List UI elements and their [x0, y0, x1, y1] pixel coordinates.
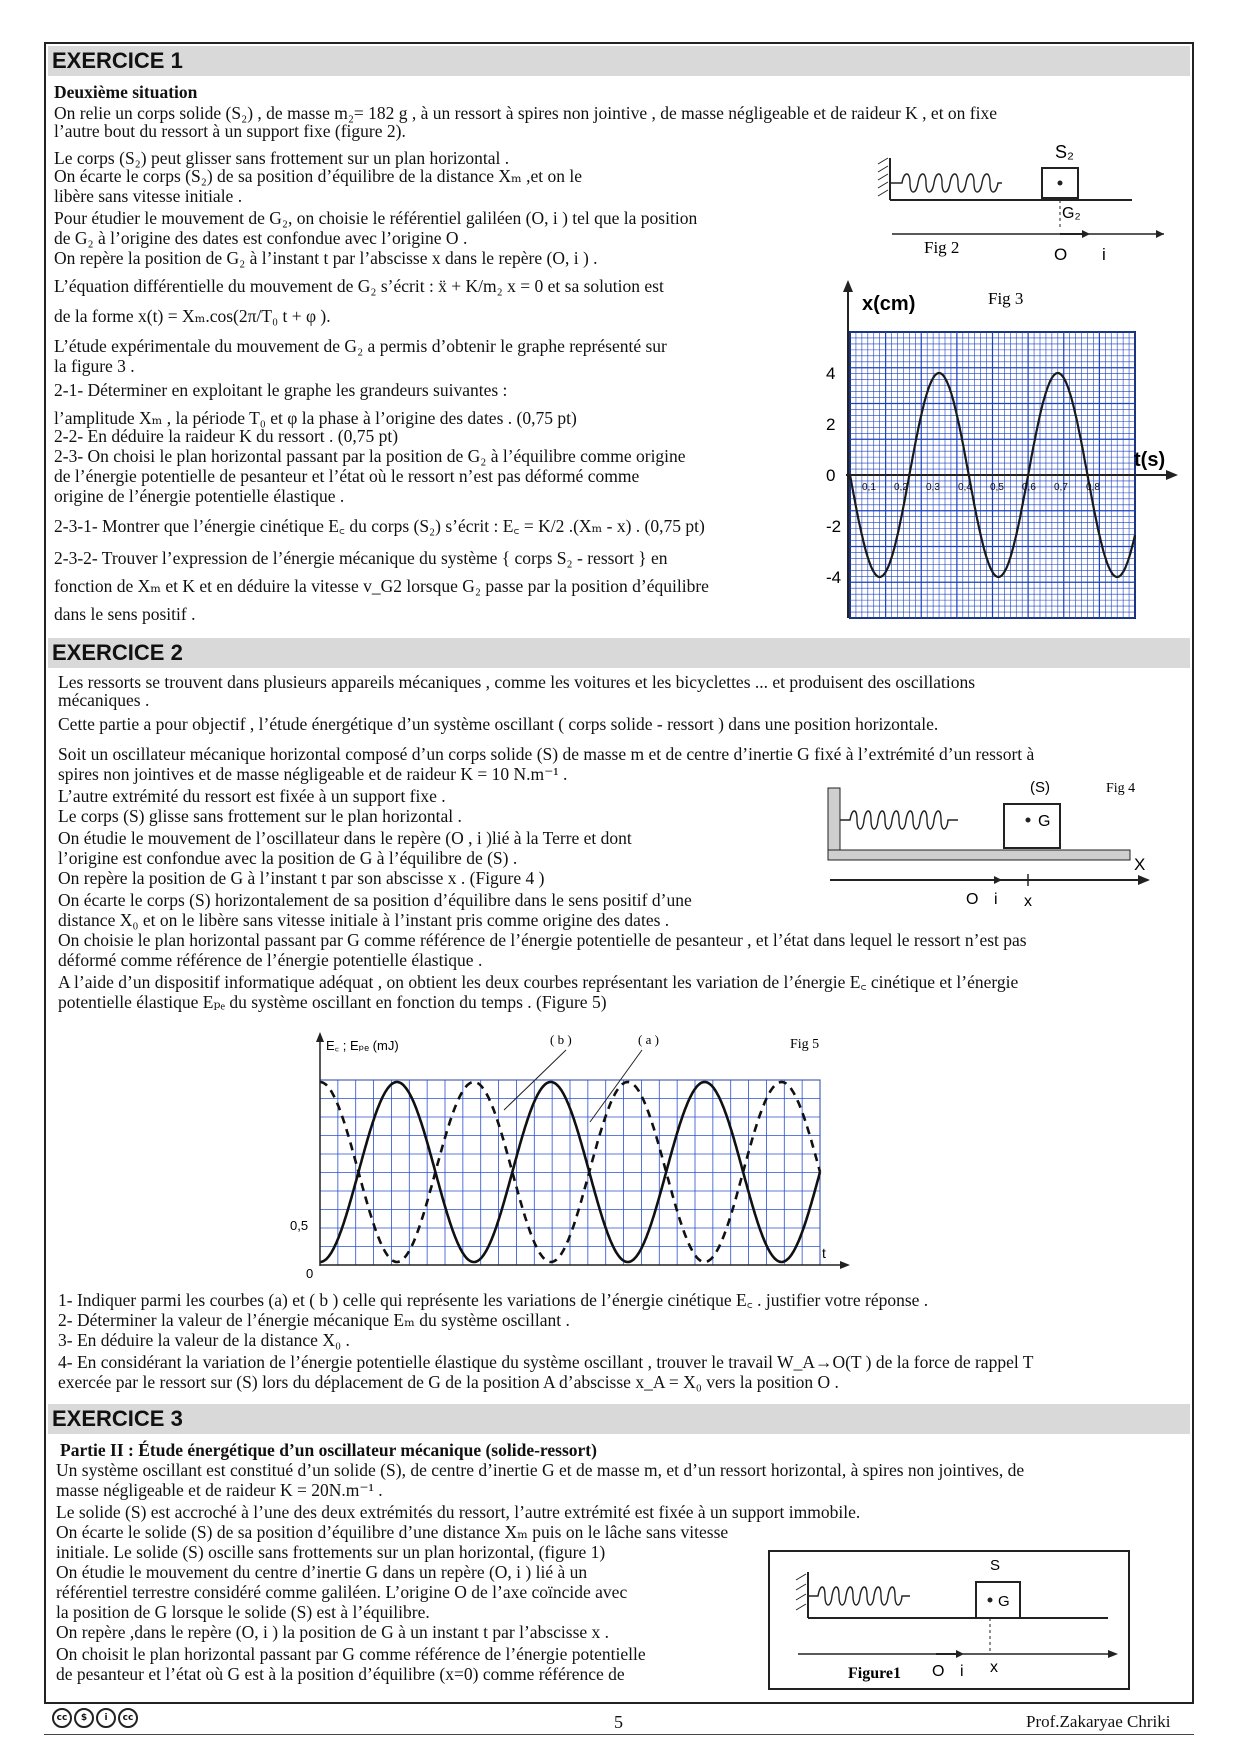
- text-line: 2-3- On choisi le plan horizontal passant par la position de G₂ à l’équilibre comme origine: [54, 446, 686, 466]
- fig2-mass-label: S₂: [1055, 142, 1074, 162]
- text-line: On repère la position de G à l’instant t par son abscisse x . (Figure 4 ): [58, 868, 545, 888]
- text-line: dans le sens positif .: [54, 604, 196, 624]
- fig4-mass-label: (S): [1030, 779, 1050, 796]
- text-line: L’autre extrémité du ressort est fixée à un support fixe .: [58, 786, 446, 806]
- text-line: On repère ,dans le repère (O, i ) la position de G à un instant t par l’abscisse x .: [56, 1622, 610, 1642]
- fig4-i-label: i: [994, 891, 998, 908]
- fig1-caption: Figure1: [848, 1665, 902, 1682]
- fig3-ytick: -2: [826, 517, 842, 536]
- text-line: de pesanteur et l’état où G est à la position d’équilibre (x=0) comme référence de: [56, 1664, 625, 1684]
- text-line: On étudie le mouvement du centre d’inertie G dans un repère (O, i ) lié à un: [56, 1562, 588, 1582]
- nc-icon: $: [74, 1708, 94, 1728]
- exercise-3-title: EXERCICE 3: [48, 1404, 1190, 1434]
- fig4-caption: Fig 4: [1106, 781, 1136, 796]
- exercise-3-subtitle: Partie II : Étude énergétique d’un oscillateur mécanique (solide-ressort): [60, 1440, 597, 1460]
- text-line: fonction de Xₘ et K et en déduire la vitesse v_G2 lorsque G₂ passe par la position d’équilibre: [54, 576, 709, 596]
- fig3-xtick: 0,4: [958, 482, 972, 493]
- fig1-x-label: x: [990, 1659, 998, 1676]
- fig4-floor: [828, 850, 1130, 860]
- fig3-xtick: 0,5: [990, 482, 1004, 493]
- fig2-g-label: G₂: [1062, 205, 1081, 222]
- text-line: déformé comme référence de l’énergie potentielle élastique .: [58, 950, 483, 970]
- fig3-xtick: 0,6: [1022, 482, 1036, 493]
- text-line: masse négligeable et de raideur K = 20N.m⁻¹ .: [56, 1480, 383, 1500]
- fig3-xtick: 0,3: [926, 482, 940, 493]
- fig4-x-label: x: [1024, 893, 1032, 910]
- text-line: 2-3-1- Montrer que l’énergie cinétique E꜀ du corps (S₂) s’écrit : E꜀ = K/2 .(Xₘ - x) . (0,75 pt): [54, 516, 705, 536]
- figure-4: [824, 778, 1184, 918]
- figure-1: [768, 1550, 1132, 1692]
- text-line: L’équation différentielle du mouvement de G₂ s’écrit : ẍ + K/m₂ x = 0 et sa solution est: [54, 276, 664, 296]
- fig2-i-label: i: [1102, 245, 1106, 264]
- fig3-caption: Fig 3: [988, 289, 1024, 308]
- text-line: 2-3-2- Trouver l’expression de l’énergie mécanique du système { corps S₂ - ressort } en: [54, 548, 668, 568]
- exercise-1-title: EXERCICE 1: [48, 46, 1190, 76]
- text-line: Soit un oscillateur mécanique horizontal composé d’un corps solide (S) de masse m et de centre d’inertie G fixé à l’extrémité d’un ressort à: [58, 744, 1035, 764]
- text-line: 2- Déterminer la valeur de l’énergie mécanique Eₘ du système oscillant .: [58, 1310, 570, 1330]
- text-line: L’étude expérimentale du mouvement de G₂ a permis d’obtenir le graphe représenté sur: [54, 336, 667, 356]
- figure-2: [872, 138, 1172, 268]
- text-line: On choisie le plan horizontal passant par G comme référence de l’énergie potentielle de pesanteur , et l’état dans lequel le ressort n’est pas: [58, 930, 1027, 950]
- text-line: initiale. Le solide (S) oscille sans frottements sur un plan horizontal, (figure 1): [56, 1542, 606, 1562]
- exercise-1-subtitle: Deuxième situation: [54, 82, 198, 102]
- fig5-label-b: ( b ): [550, 1032, 572, 1047]
- text-line: libère sans vitesse initiale .: [54, 186, 243, 206]
- text-line: A l’aide d’un dispositif informatique adéquat , on obtient les deux courbes représentant les variation de l’énergie E꜀ cinétique et l’énergie: [58, 972, 1019, 992]
- text-line: Pour étudier le mouvement de G₂, on choisie le référentiel galiléen (O, i ) tel que la position: [54, 208, 698, 228]
- fig5-y-tick: 0,5: [290, 1218, 309, 1233]
- text-line: potentielle élastique Eₚₑ du système oscillant en fonction du temps . (Figure 5): [58, 992, 607, 1012]
- fig2-wall: [878, 158, 890, 200]
- fig5-xlabel: t: [822, 1245, 826, 1261]
- figure-5-chart: [290, 1030, 850, 1278]
- fig3-ytick: 0: [826, 466, 836, 485]
- text-line: l’autre bout du ressort à un support fixe (figure 2).: [54, 121, 406, 141]
- fig3-xtick: 0,8: [1086, 482, 1100, 493]
- text-line: On écarte le corps (S) horizontalement de sa position d’équilibre dans le sens positif d’une: [58, 890, 692, 910]
- text-line: la figure 3 .: [54, 356, 135, 376]
- fig4-x-axis-label: X: [1134, 855, 1146, 874]
- text-line: Le solide (S) est accroché à l’une des deux extrémités du ressort, l’autre extrémité est fixée à un support immobile.: [56, 1502, 861, 1522]
- fig3-xtick: 0,7: [1054, 482, 1068, 493]
- fig4-spring: [840, 811, 958, 829]
- text-line: On écarte le corps (S₂) de sa position d’équilibre de la distance Xₘ ,et on le: [54, 166, 583, 186]
- text-line: de G₂ à l’origine des dates est confondue avec l’origine O .: [54, 228, 468, 248]
- footer-rule: [44, 1734, 1194, 1735]
- fig2-o-label: O: [1054, 245, 1068, 264]
- text-line: origine de l’énergie potentielle élastique .: [54, 486, 345, 506]
- text-line: la position de G lorsque le solide (S) est à l’équilibre.: [56, 1602, 430, 1622]
- fig3-ylabel: x(cm): [862, 293, 916, 315]
- fig5-origin: 0: [306, 1266, 314, 1278]
- fig4-g-label: G: [1038, 813, 1051, 830]
- figure-3-chart: [810, 272, 1180, 632]
- fig4-wall: [828, 788, 840, 860]
- fig3-ytick: 2: [826, 415, 836, 434]
- fig3-xlabel: t(s): [1134, 449, 1166, 471]
- exercise-2-title: EXERCICE 2: [48, 638, 1190, 668]
- text-line: spires non jointives et de masse négligeable et de raideur K = 10 N.m⁻¹ .: [58, 764, 568, 784]
- text-line: Un système oscillant est constitué d’un solide (S), de centre d’inertie G et de masse m, et d’un ressort horizontal, à spires non jointives, de: [56, 1460, 1025, 1480]
- text-line: 4- En considérant la variation de l’énergie potentielle élastique du système oscillant , trouver le travail W_A→O(T ) de la force de rappel T: [58, 1352, 1034, 1372]
- fig1-g-label: G: [998, 1593, 1010, 1610]
- text-line: l’amplitude Xₘ , la période T₀ et φ la phase à l’origine des dates . (0,75 pt): [54, 408, 577, 428]
- page-number: 5: [614, 1712, 623, 1732]
- text-line: Le corps (S₂) peut glisser sans frottement sur un plan horizontal .: [54, 148, 510, 168]
- fig1-i-label: i: [960, 1663, 964, 1680]
- text-line: distance X₀ et on le libère sans vitesse initiale à l’instant pris comme origine des dates .: [58, 910, 670, 930]
- text-line: l’origine est confondue avec la position de G à l’équilibre de (S) .: [58, 848, 518, 868]
- fig2-spring: [890, 174, 1002, 192]
- text-line: On repère la position de G₂ à l’instant t par l’abscisse x dans le repère (O, i ) .: [54, 248, 598, 268]
- text-line: 2-2- En déduire la raideur K du ressort . (0,75 pt): [54, 426, 399, 446]
- by-icon: i: [96, 1708, 116, 1728]
- text-line: référentiel terrestre considéré comme galiléen. L’origine O de l’axe coïncide avec: [56, 1582, 628, 1602]
- text-line: Cette partie a pour objectif , l’étude énergétique d’un système oscillant ( corps solide - ressort ) dans une position horizontale.: [58, 714, 939, 734]
- text-line: On étudie le mouvement de l’oscillateur dans le repère (O , i )lié à la Terre et dont: [58, 828, 632, 848]
- fig4-o-label: O: [966, 891, 979, 908]
- text-line: On relie un corps solide (S₂) , de masse m₂= 182 g , à un ressort à spires non jointive , de masse négligeable et de raideur K , et on fixe: [54, 103, 998, 123]
- fig1-frame: [769, 1551, 1129, 1689]
- fig3-ytick: -4: [826, 568, 842, 587]
- fig5-label-a: ( a ): [638, 1032, 659, 1047]
- author: Prof.Zakaryae Chriki: [1026, 1712, 1171, 1731]
- text-line: Le corps (S) glisse sans frottement sur le plan horizontal .: [58, 806, 462, 826]
- fig3-xtick: 0,1: [862, 482, 876, 493]
- license-icons: [52, 1708, 138, 1730]
- fig1-o-label: O: [932, 1663, 945, 1680]
- fig5-caption: Fig 5: [790, 1037, 820, 1052]
- text-line: On choisit le plan horizontal passant par G comme référence de l’énergie potentielle: [56, 1644, 646, 1664]
- text-line: On écarte le solide (S) de sa position d’équilibre d’une distance Xₘ puis on le lâche sans vitesse: [56, 1522, 729, 1542]
- fig3-ytick: 4: [826, 364, 836, 383]
- cc-icon: cc: [52, 1708, 72, 1728]
- text-line: mécaniques .: [58, 690, 150, 710]
- text-line: 3- En déduire la valeur de la distance X₀ .: [58, 1330, 350, 1350]
- fig2-caption: Fig 2: [924, 238, 960, 257]
- text-line: exercée par le ressort sur (S) lors du déplacement de G de la position A d’abscisse x_A = X₀ vers la position O .: [58, 1372, 839, 1392]
- text-line: de la forme x(t) = Xₘ.cos(2π/T₀ t + φ ).: [54, 306, 331, 326]
- sa-icon: cc: [118, 1708, 138, 1728]
- text-line: 2-1- Déterminer en exploitant le graphe les grandeurs suivantes :: [54, 380, 508, 400]
- text-line: de l’énergie potentielle de pesanteur et l’état où le ressort n’est pas déformé comme: [54, 466, 640, 486]
- text-line: Les ressorts se trouvent dans plusieurs appareils mécaniques , comme les voitures et les bicyclettes ... et produisent des oscillations: [58, 672, 976, 692]
- fig4-mass: [1004, 804, 1060, 848]
- text-line: 1- Indiquer parmi les courbes (a) et ( b ) celle qui représente les variations de l’énergie cinétique E꜀ . justifier votre réponse .: [58, 1290, 929, 1310]
- fig1-mass-label: S: [990, 1557, 1001, 1574]
- fig3-xtick: 0,2: [894, 482, 908, 493]
- fig5-ylabel: E꜀ ; Eₚₑ (mJ): [326, 1038, 399, 1053]
